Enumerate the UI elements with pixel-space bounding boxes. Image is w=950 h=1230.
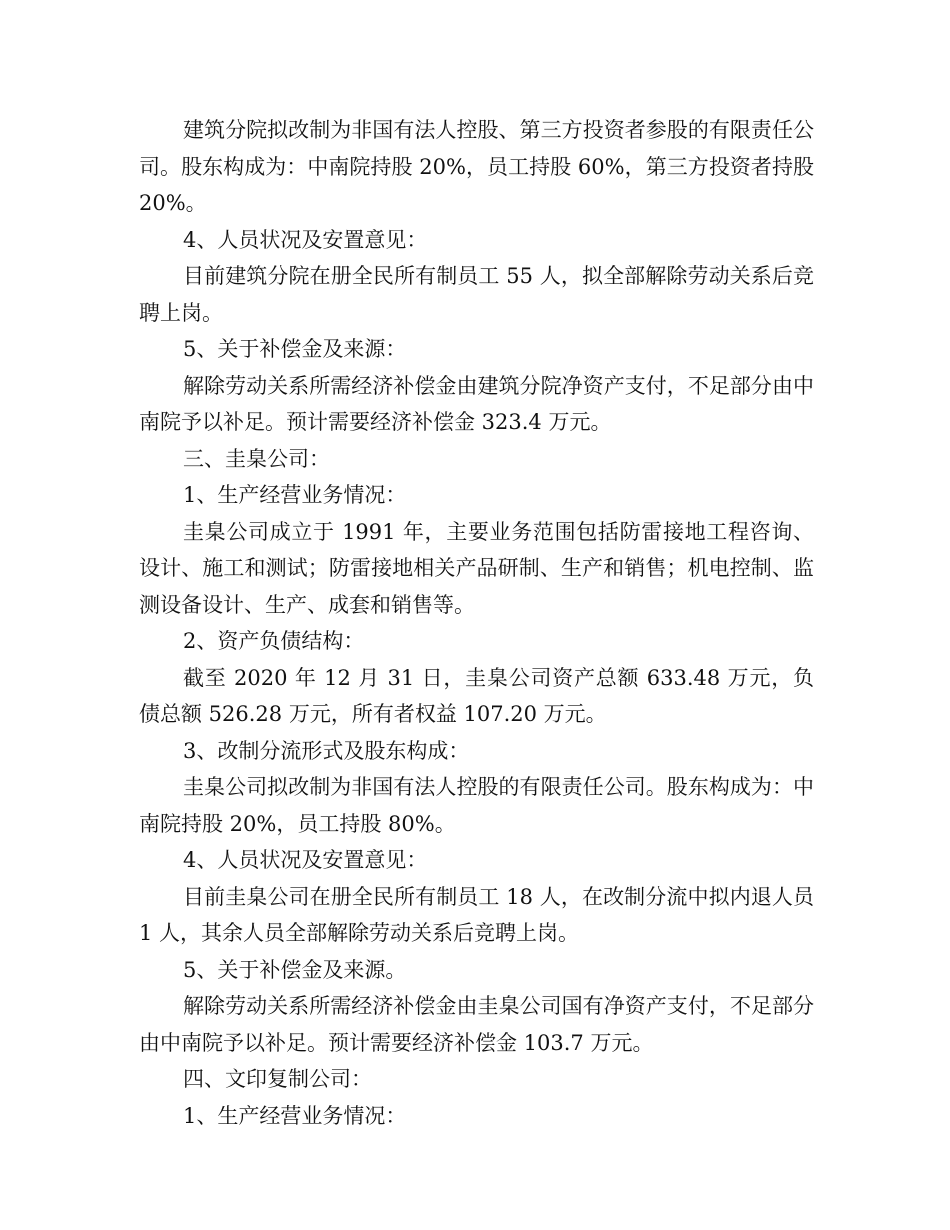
paragraph-guinie-business: 圭臬公司成立于 1991 年，主要业务范围包括防雷接地工程咨询、设计、施工和测试；防雷接地相关产品研制、生产和销售；机电控制、监测设备设计、生产、成套和销售等。 [139, 519, 814, 617]
paragraph-guinie-compensation: 解除劳动关系所需经济补偿金由圭臬公司国有净资产支付，不足部分由中南院予以补足。预计需要经济补偿金 103.7 万元。 [139, 994, 814, 1055]
document-body [139, 112, 814, 1134]
heading-staffing-and-placement-2: 4、人员状况及安置意见： [183, 848, 428, 872]
heading-asset-liability-structure: 2、资产负债结构： [183, 629, 365, 653]
paragraph-guinie-staff: 目前圭臬公司在册全民所有制员工 18 人，在改制分流中拟内退人员 1 人，其余人员全部解除劳动关系后竞聘上岗。 [139, 884, 814, 945]
paragraph-architecture-branch-staff: 目前建筑分院在册全民所有制员工 55 人，拟全部解除劳动关系后竞聘上岗。 [139, 264, 814, 325]
paragraph-architecture-branch-compensation: 解除劳动关系所需经济补偿金由建筑分院净资产支付，不足部分由中南院予以补足。预计需要经济补偿金 323.4 万元。 [139, 373, 814, 434]
heading-restructure-form: 3、改制分流形式及股东构成： [183, 738, 470, 763]
heading-compensation-source-2: 5、关于补偿金及来源。 [183, 957, 407, 982]
heading-business-overview-2: 1、生产经营业务情况： [183, 1103, 407, 1128]
section-heading-printing-company: 四、文印复制公司： [183, 1067, 372, 1091]
heading-business-overview: 1、生产经营业务情况： [183, 483, 407, 507]
heading-compensation-source: 5、关于补偿金及来源： [183, 337, 407, 361]
heading-staffing-and-placement: 4、人员状况及安置意见： [183, 227, 428, 252]
paragraph-guinie-assets: 截至 2020 年 12 月 31 日，圭臬公司资产总额 633.48 万元，负债总额 526.28 万元，所有者权益 107.20 万元。 [139, 665, 814, 726]
section-heading-guinie-company: 三、圭臬公司： [183, 446, 330, 471]
paragraph-guinie-restructure: 圭臬公司拟改制为非国有法人控股的有限责任公司。股东构成为：中南院持股 20%，员工持股 80%。 [139, 775, 814, 836]
paragraph-architecture-branch-restructure: 建筑分院拟改制为非国有法人控股、第三方投资者参股的有限责任公司。股东构成为：中南院持股 20%，员工持股 60%，第三方投资者持股 20%。 [139, 118, 814, 215]
